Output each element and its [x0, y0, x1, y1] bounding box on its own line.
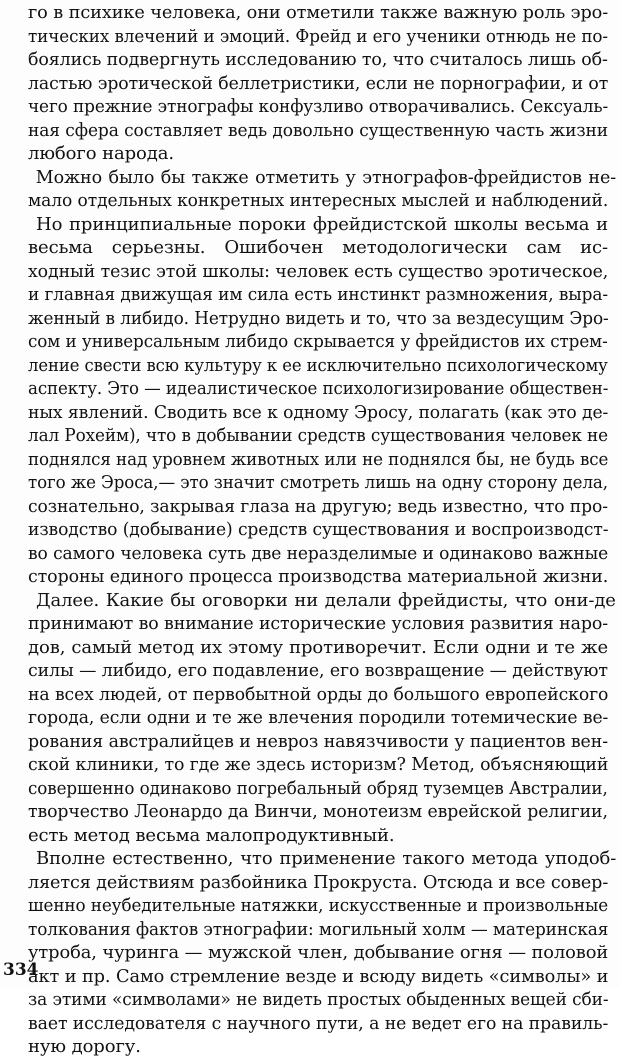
text-line: творчество Леонардо да Винчи, монотеизм еврейской религии, — [28, 801, 608, 822]
text-line: толкования фактов этнографии: могильный холм — материнская — [28, 918, 609, 940]
text-line: мало отдельных конкретных интересных мыслей и наблюдений. — [28, 190, 609, 211]
text-line: совершенно одинаково погребальный обряд туземцев Австралии, — [28, 777, 608, 799]
text-line: ской клиники, то где же здесь историзм? Метод, объясняющий — [28, 754, 609, 775]
body-text — [28, 1, 617, 1059]
text-line: Далее. Какие бы оговорки ни делали фрейдисты, что они-де — [35, 589, 616, 611]
text-line: дов, самый метод их этому противоречит. Если одни и те же — [28, 636, 608, 658]
text-line: лал Рохейм), что в добывании средств существования человек не — [28, 425, 609, 446]
text-line: принимают во внимание исторические условия развития наро- — [28, 613, 608, 634]
text-line: весьма серьезны. Ошибочен методологически сам ис- — [28, 237, 608, 258]
text-line: чего прежние этнографы конфузливо отворачивались. Сексуаль- — [28, 96, 609, 117]
text-line: Можно было бы также отметить у этнографов-фрейдистов не- — [35, 166, 617, 188]
text-line: ходный тезис этой школы: человек есть существо эротическое, — [28, 260, 609, 282]
text-line: на всех людей, от первобытной орды до большого европейского — [28, 683, 609, 705]
text-line: сом и универсальным либидо скрывается у фрейдистов их стрем- — [28, 331, 608, 352]
text-line: утроба, чуринга — мужской член, добывание огня — половой — [28, 942, 609, 963]
text-line: города, если одни и те же влечения породили тотемические ве- — [28, 707, 609, 728]
text-line: ную дорогу. — [28, 1036, 141, 1057]
text-line: ляется действиям разбойника Прокруста. Отсюда и все совер- — [28, 871, 609, 893]
text-line: сознательно, закрывая глаза на другую; ведь известно, что про- — [28, 495, 608, 517]
text-line: ных явлений. Сводить все к одному Эросу, полагать (как это де- — [28, 401, 609, 423]
text-line: и главная движущая им сила есть инстинкт размножения, выра- — [28, 284, 608, 305]
text-line: женный в либидо. Нетрудно видеть и то, что за вездесущим Эро- — [28, 307, 609, 329]
text-line: рования австралийцев и невроз навязчивости у пациентов вен- — [28, 730, 608, 752]
text-line: стороны единого процесса производства материальной жизни. — [28, 566, 609, 587]
text-line: ная сфера составляет ведь довольно существенную часть жизни — [28, 119, 609, 141]
text-line: любого народа. — [28, 143, 174, 164]
text-line: того же Эроса,— это значит смотреть лишь на одну сторону дела, — [28, 472, 608, 493]
text-line: аспекту. Это — идеалистическое психологизирование обществен- — [28, 378, 609, 399]
text-line: боялись подвергнуть исследованию то, что считалось лишь об- — [28, 49, 608, 70]
text-line: вает исследователя с научного пути, а не ведет его на правиль- — [28, 1012, 609, 1034]
text-line: ление свести всю культуру к ее исключительно психологическому — [28, 354, 608, 376]
text-line: есть метод весьма малопродуктивный. — [28, 824, 395, 846]
text-line: во самого человека суть две неразделимые и одинаково важные — [28, 542, 609, 564]
text-line: ластью эротической беллетристики, если не порнографии, и от — [28, 72, 609, 94]
text-line: Вполне естественно, что применение такого метода уподоб- — [35, 848, 617, 869]
text-line: изводство (добывание) средств существования и воспроизводст- — [28, 519, 609, 540]
text-line: поднялся над уровнем животных или не поднялся бы, не будь все — [28, 448, 609, 470]
text-line: го в психике человека, они отметили также важную роль эро- — [28, 2, 609, 23]
text-line: за этими «символами» не видеть простых обыденных вещей сби- — [28, 989, 609, 1010]
text-line: акт и пр. Само стремление везде и всюду видеть «символы» и — [28, 965, 609, 987]
text-line: силы — либидо, его подавление, его возвращение — действуют — [28, 660, 608, 681]
text-line: Но принципиальные пороки фрейдистской школы весьма и — [36, 213, 608, 235]
text-line: шенно неубедительные натяжки, искусственные и произвольные — [28, 895, 609, 916]
page-number: 334 — [3, 960, 39, 980]
text-line: тических влечений и эмоций. Фрейд и его ученики отнюдь не по- — [28, 25, 609, 47]
